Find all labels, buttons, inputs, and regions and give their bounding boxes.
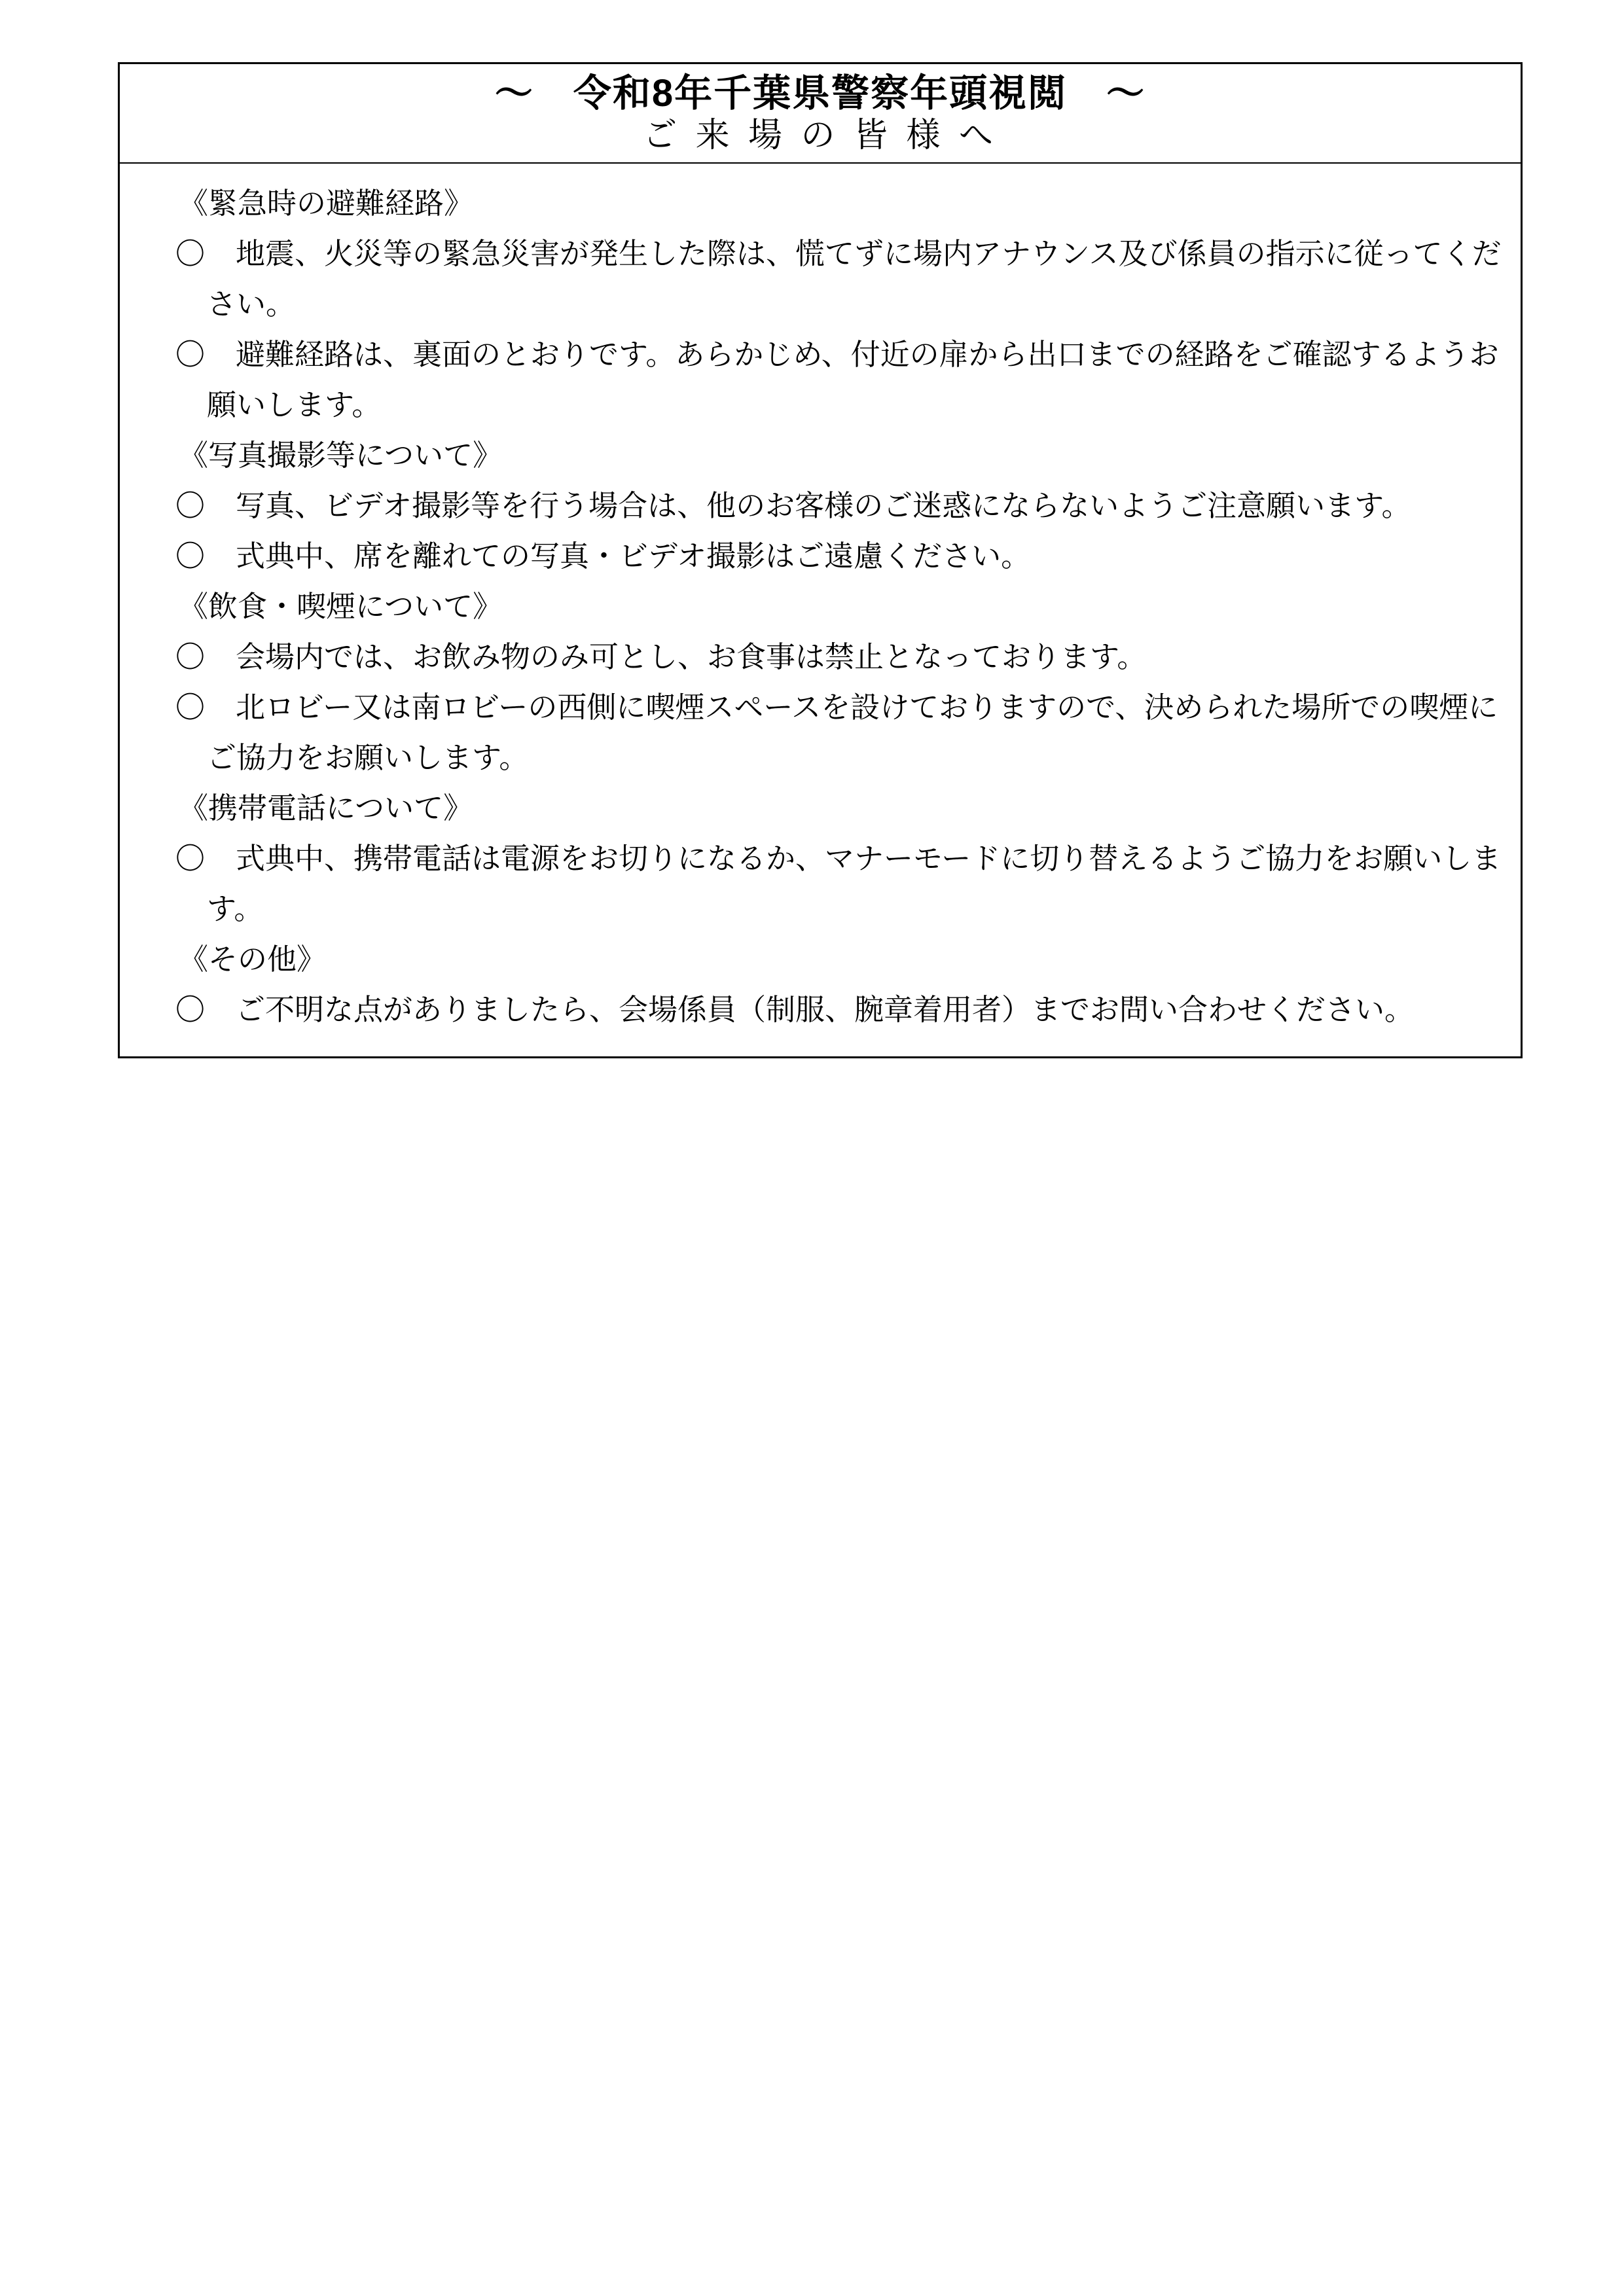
notice-line-bullet: [120, 531, 1521, 581]
notice-line-heading: [120, 934, 1521, 984]
notice-line-text: す。: [207, 892, 264, 925]
document-title: ～ 令和8年千葉県警察年頭視閲 ～: [494, 72, 1146, 115]
notice-line-wrap: [120, 279, 1521, 329]
notice-line-bullet: [120, 984, 1521, 1035]
notice-line-text: 《携帯電話について》: [179, 791, 473, 825]
notice-line-bullet: [120, 329, 1521, 380]
notice-line-text: ご不明な点がありましたら、会場係員（制服、腕章着用者）までお問い合わせください。: [236, 993, 1415, 1026]
notice-line-heading: [120, 430, 1521, 480]
notice-line-text: 避難経路は、裏面のとおりです。あらかじめ、付近の扉から出口までの経路をご確認するようお: [236, 338, 1499, 371]
bullet-marker: 〇: [175, 237, 206, 270]
notice-line-text: 《写真撮影等について》: [179, 439, 503, 472]
bullet-marker: 〇: [175, 993, 206, 1026]
notice-line-heading: [120, 581, 1521, 632]
notice-line-text: ご協力をお願いします。: [207, 741, 529, 774]
document-subtitle: ご 来 場 の 皆 様 へ: [643, 117, 998, 154]
notice-line-heading: [120, 178, 1521, 228]
notice-line-text: 《飲食・喫煙について》: [179, 590, 503, 623]
notice-line-text: 会場内では、お飲み物のみ可とし、お食事は禁止となっております。: [236, 640, 1147, 673]
notice-line-bullet: [120, 682, 1521, 732]
notice-body: [120, 164, 1521, 1035]
notice-line-bullet: [120, 228, 1521, 279]
notice-line-wrap: [120, 732, 1521, 783]
notice-line-text: 《その他》: [179, 942, 327, 976]
notice-line-text: 写真、ビデオ撮影等を行う場合は、他のお客様のご迷惑にならないようご注意願います。: [236, 489, 1411, 522]
bullet-marker: 〇: [175, 842, 206, 875]
notice-line-text: 地震、火災等の緊急災害が発生した際は、慌てずに場内アナウンス及び係員の指示に従ってくだ: [236, 237, 1502, 270]
bullet-marker: 〇: [175, 489, 206, 522]
notice-line-text: 願いします。: [207, 388, 382, 422]
notice-line-bullet: [120, 632, 1521, 682]
notice-line-heading: [120, 783, 1521, 833]
notice-line-bullet: [120, 833, 1521, 884]
notice-line-wrap: [120, 884, 1521, 934]
notice-line-text: 式典中、携帯電話は電源をお切りになるか、マナーモードに切り替えるようご協力をお願いしま: [236, 842, 1502, 875]
notice-line-bullet: [120, 480, 1521, 531]
notice-line-text: さい。: [207, 287, 296, 321]
bullet-marker: 〇: [175, 539, 206, 573]
bullet-marker: 〇: [175, 338, 206, 371]
bullet-marker: 〇: [175, 640, 206, 673]
bullet-marker: 〇: [175, 691, 206, 724]
notice-box: [118, 62, 1523, 1058]
notice-line-text: 式典中、席を離れての写真・ビデオ撮影はご遠慮ください。: [236, 539, 1031, 573]
notice-line-wrap: [120, 380, 1521, 430]
notice-line-text: 北ロビー又は南ロビーの西側に喫煙スペースを設けておりますので、決められた場所での喫煙に: [236, 691, 1498, 724]
title-section: [120, 64, 1521, 164]
notice-line-text: 《緊急時の避難経路》: [179, 187, 474, 220]
